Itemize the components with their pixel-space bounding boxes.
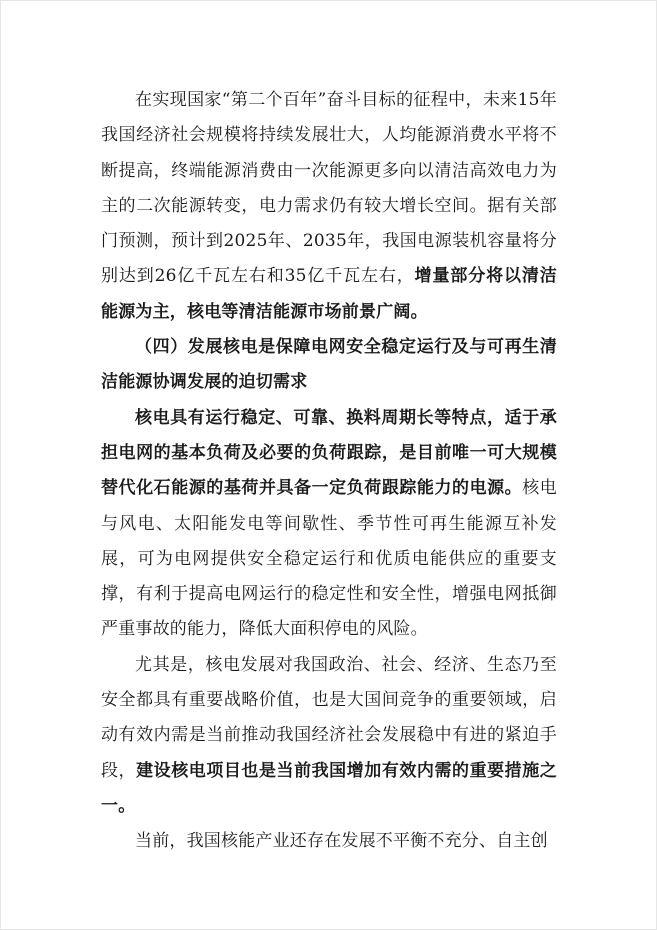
paragraph-grid-stability [101, 401, 557, 648]
section-heading-text: （四）发展核电是保障电网安全稳定运行及与可再生清洁能源协调发展的迫切需求 [101, 337, 557, 393]
paragraph-energy-demand [101, 83, 557, 330]
document-body [101, 83, 557, 860]
paragraph-text: 尤其是，核电发展对我国政治、社会、经济、生态乃至安全都具有重要战略价值，也是大国间竞争的重要领域，启动有效内需是当前推动我国经济社会发展稳中有进的紧迫手段， [101, 654, 557, 781]
paragraph-text: 在实现国家“第二个百年”奋斗目标的征程中，未来15年我国经济社会规模将持续发展壮大，人均能源消费水平将不断提高，终端能源消费由一次能源更多向以清洁高效电力为主的二次能源转变，电力需求仍有较大增长空间。据有关部门预测，预计到2025年、2035年，我国电源装机容量将分别达到26亿千瓦左右和35亿千瓦左右， [101, 90, 557, 287]
paragraph-bold-text: 增量部分将以清洁能源为主，核电等清洁能源市场前景广阔。 [101, 266, 557, 322]
paragraph-strategic-value [101, 648, 557, 824]
paragraph-bold-text: 核电具有运行稳定、可靠、换料周期长等特点，适于承担电网的基本负荷及必要的负荷跟踪，是目前唯一可大规模替代化石能源的基荷并具备一定负荷跟踪能力的电源。 [101, 407, 557, 499]
paragraph-text: 当前，我国核能产业还存在发展不平衡不充分、自主创 [135, 831, 548, 852]
paragraph-bold-text: 建设核电项目也是当前我国增加有效内需的重要措施之一。 [101, 760, 557, 816]
paragraph-text: 核电与风电、太阳能发电等间歇性、季节性可再生能源互补发展，可为电网提供安全稳定运行和优质电能供应的重要支撑，有利于提高电网运行的稳定性和安全性，增强电网抵御严重事故的能力，降低大面积停电的风险。 [101, 478, 557, 640]
section-heading-four [101, 330, 557, 401]
paragraph-current-status [101, 824, 557, 859]
